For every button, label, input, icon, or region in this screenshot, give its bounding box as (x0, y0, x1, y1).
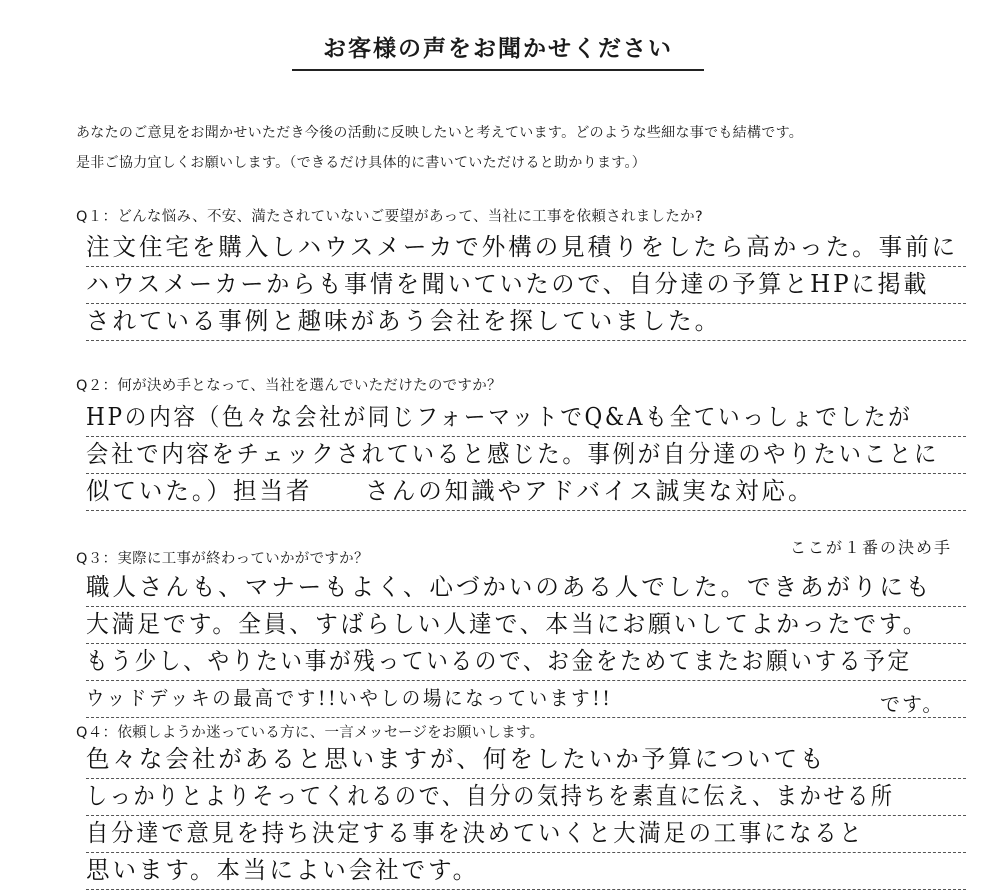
question-2-label: Q２：何が決め手となって、当社を選んでいただけたのですか？ (76, 378, 502, 394)
intro-text (76, 118, 956, 178)
answer-4 (86, 742, 966, 890)
answer-line: 思います。本当によい会社です。 (86, 853, 966, 890)
handwritten-note: ここが１番の決め手 (790, 538, 953, 557)
answer-line: HPの内容（色々な会社が同じフォーマットでQ&Aも全ていっしょでしたが (86, 400, 966, 437)
answer-line: ウッドデッキの最高です!!いやしの場になっています!! (86, 681, 966, 718)
intro-line: 是非ご協力宜しくお願いします。（できるだけ具体的に書いていただけると助かります。） (76, 155, 647, 171)
answer-line: 似ていた。）担当者 さんの知識やアドバイス誠実な対応。 (86, 474, 966, 511)
question-1-label: Q１：どんな悩み、不安、満たされていないご要望があって、当社に工事を依頼されましたか? (76, 209, 703, 225)
page-title: お客様の声をお聞かせください (292, 30, 704, 71)
answer-line: 色々な会社があると思いますが、何をしたいか予算についても (86, 742, 966, 779)
answer-line: もう少し、やりたい事が残っているので、お金をためてまたお願いする予定 (86, 644, 966, 681)
answer-line: 大満足です。全員、すばらしい人達で、本当にお願いしてよかったです。 (86, 607, 966, 644)
answer-line: されている事例と趣味があう会社を探していました。 (86, 304, 966, 341)
answer-2 (86, 400, 966, 511)
answer-line: ハウスメーカーからも事情を聞いていたので、自分達の予算とHPに掲載 (86, 267, 966, 304)
question-3-label: Q３：実際に工事が終わっていかがですか？ (76, 551, 369, 567)
answer-line: 自分達で意見を持ち決定する事を決めていくと大満足の工事になると (86, 816, 966, 853)
answer-tail: です。 (880, 692, 945, 716)
answer-line: 注文住宅を購入しハウスメーカで外構の見積りをしたら高かった。事前に (86, 230, 966, 267)
answer-line: 会社で内容をチェックされていると感じた。事例が自分達のやりたいことに (86, 437, 966, 474)
answer-line: 職人さんも、マナーもよく、心づかいのある人でした。できあがりにも (86, 570, 966, 607)
question-4-label: Q４：依頼しようか迷っている方に、一言メッセージをお願いします。 (76, 725, 545, 741)
answer-1 (86, 230, 966, 341)
answer-3 (86, 570, 966, 718)
intro-line: あなたのご意見をお聞かせいただき今後の活動に反映したいと考えています。どのような些細な事でも結構です。 (76, 125, 804, 141)
answer-line: しっかりとよりそってくれるので、自分の気持ちを素直に伝え、まかせる所 (86, 779, 966, 816)
